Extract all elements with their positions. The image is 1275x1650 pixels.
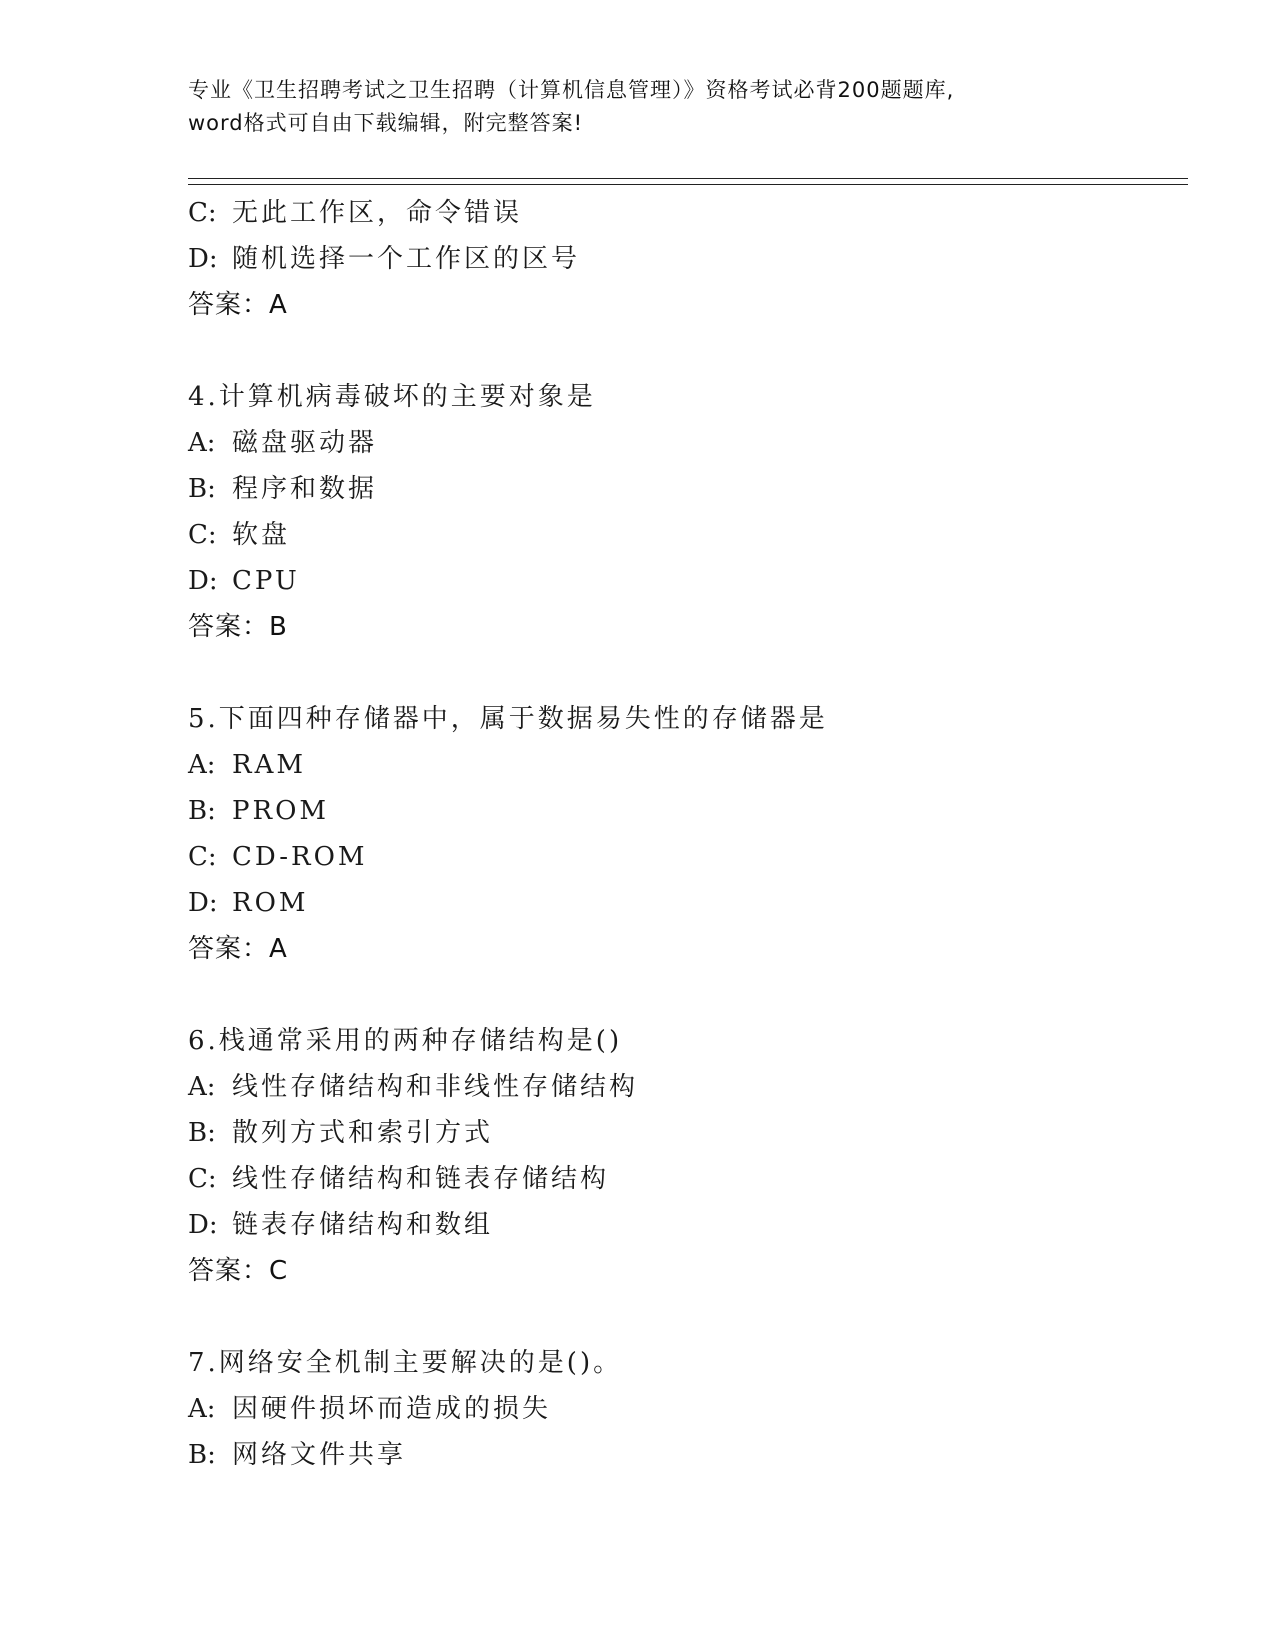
option-label: A: <box>188 750 216 780</box>
option-text: CD-ROM <box>232 842 368 872</box>
option-b <box>188 1110 1188 1156</box>
option-label: D: <box>188 888 218 918</box>
option-text: RAM <box>232 750 306 780</box>
option-c <box>188 512 1188 558</box>
option-b <box>188 788 1188 834</box>
option-label: C: <box>188 1164 217 1194</box>
option-a <box>188 1386 1188 1432</box>
answer-line: 答案：B <box>188 612 288 642</box>
option-text: PROM <box>232 796 330 826</box>
question-list <box>188 190 1188 1478</box>
option-text: CPU <box>232 566 300 596</box>
header-subtitle-line: word格式可自由下载编辑，附完整答案! <box>188 111 584 135</box>
option-label: C: <box>188 842 217 872</box>
option-d <box>188 880 1188 926</box>
answer-line: 答案：C <box>188 1256 289 1286</box>
option-label: D: <box>188 566 218 596</box>
option-c <box>188 190 1188 236</box>
question-stem: 6.栈通常采用的两种存储结构是() <box>188 1026 623 1056</box>
document-header <box>188 74 1088 140</box>
answer-line: 答案：A <box>188 290 288 320</box>
spacer <box>188 328 1188 374</box>
option-d <box>188 1202 1188 1248</box>
option-text: ROM <box>232 888 309 918</box>
spacer <box>188 650 1188 696</box>
option-label: D: <box>188 244 218 274</box>
option-label: D: <box>188 1210 218 1240</box>
option-text: 程序和数据 <box>232 474 378 504</box>
header-title-line: 专业《卫生招聘考试之卫生招聘（计算机信息管理）》资格考试必背200题题库, <box>188 78 955 102</box>
option-text: 软盘 <box>232 520 291 550</box>
option-label: B: <box>188 1440 216 1470</box>
option-text: 线性存储结构和非线性存储结构 <box>232 1072 639 1102</box>
option-label: C: <box>188 198 217 228</box>
header-divider-bottom <box>188 184 1188 185</box>
option-text: 网络文件共享 <box>232 1440 407 1470</box>
option-label: B: <box>188 796 216 826</box>
option-label: C: <box>188 520 217 550</box>
option-text: 随机选择一个工作区的区号 <box>232 244 581 274</box>
option-label: B: <box>188 474 216 504</box>
question-stem: 5.下面四种存储器中，属于数据易失性的存储器是 <box>188 704 828 734</box>
header-divider-top <box>188 178 1188 179</box>
option-text: 散列方式和索引方式 <box>232 1118 494 1148</box>
option-text: 线性存储结构和链表存储结构 <box>232 1164 610 1194</box>
option-text: 链表存储结构和数组 <box>232 1210 494 1240</box>
question-stem: 7.网络安全机制主要解决的是()。 <box>188 1348 623 1378</box>
spacer <box>188 1294 1188 1340</box>
option-label: A: <box>188 428 216 458</box>
option-c <box>188 1156 1188 1202</box>
option-b <box>188 466 1188 512</box>
question-stem: 4.计算机病毒破坏的主要对象是 <box>188 382 596 412</box>
option-text: 无此工作区，命令错误 <box>232 198 523 228</box>
option-a <box>188 742 1188 788</box>
option-d <box>188 236 1188 282</box>
option-b <box>188 1432 1188 1478</box>
option-d <box>188 558 1188 604</box>
option-label: A: <box>188 1394 216 1424</box>
option-c <box>188 834 1188 880</box>
option-a <box>188 420 1188 466</box>
option-a <box>188 1064 1188 1110</box>
option-label: B: <box>188 1118 216 1148</box>
option-text: 因硬件损坏而造成的损失 <box>232 1394 552 1424</box>
option-label: A: <box>188 1072 216 1102</box>
spacer <box>188 972 1188 1018</box>
answer-line: 答案：A <box>188 934 288 964</box>
option-text: 磁盘驱动器 <box>232 428 378 458</box>
